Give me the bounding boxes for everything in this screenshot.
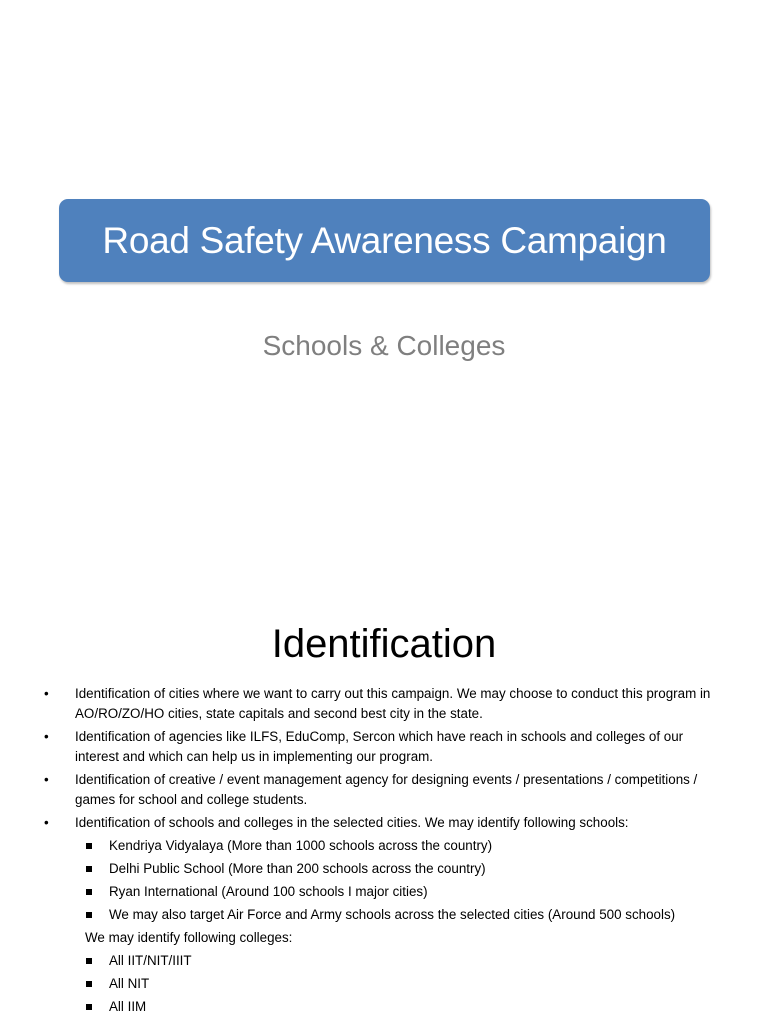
college-item (44, 974, 724, 994)
school-item (44, 882, 724, 902)
school-item-text: Kendriya Vidyalaya (More than 1000 schools across the country) (109, 838, 493, 853)
college-item-text: All NIT (109, 976, 150, 991)
list-item-text: Identification of cities where we want to carry out this campaign. We may choose to conduct this program in AO/RO/ZO/HO cities, state capitals and second best city in the state. (75, 686, 711, 721)
college-item-text: All IIT/NIT/IIIT (109, 953, 192, 968)
list-item-text: Identification of schools and colleges in the selected cities. We may identify following schools: (75, 815, 629, 830)
bullet-icon: • (44, 772, 49, 787)
school-item (44, 905, 724, 925)
slide-title: Road Safety Awareness Campaign (102, 219, 667, 261)
college-item (44, 997, 724, 1017)
identification-slide (0, 576, 768, 1024)
school-item (44, 836, 724, 856)
list-item (44, 813, 724, 833)
title-box (59, 199, 710, 282)
list-item-text: Identification of creative / event management agency for designing events / presentations / competitions / games for school and college students. (75, 772, 698, 807)
school-item-text: Delhi Public School (More than 200 schools across the country) (109, 861, 486, 876)
bullet-icon: • (44, 729, 49, 744)
bullet-icon: • (44, 815, 49, 830)
list-item (44, 684, 724, 724)
colleges-intro: We may identify following colleges: (85, 930, 293, 945)
square-bullet-icon (86, 981, 92, 987)
school-item-text: We may also target Air Force and Army schools across the selected cities (Around 500 schools) (109, 907, 676, 922)
bullet-icon: • (44, 686, 49, 701)
school-item (44, 859, 724, 879)
bullet-list (44, 684, 724, 1020)
square-bullet-icon (86, 958, 92, 964)
college-item-text: All IIM (109, 999, 147, 1014)
school-item-text: Ryan International (Around 100 schools I major cities) (109, 884, 428, 899)
square-bullet-icon (86, 866, 92, 872)
list-item-text: Identification of agencies like ILFS, EduComp, Sercon which have reach in schools and colleges of our interest and which can help us in implementing our program. (75, 729, 684, 764)
college-item (44, 951, 724, 971)
square-bullet-icon (86, 843, 92, 849)
list-item (44, 727, 724, 767)
slide-subtitle: Schools & Colleges (262, 330, 506, 361)
square-bullet-icon (86, 912, 92, 918)
square-bullet-icon (86, 1004, 92, 1010)
square-bullet-icon (86, 889, 92, 895)
slide-heading: Identification (271, 622, 497, 666)
list-item (44, 770, 724, 810)
